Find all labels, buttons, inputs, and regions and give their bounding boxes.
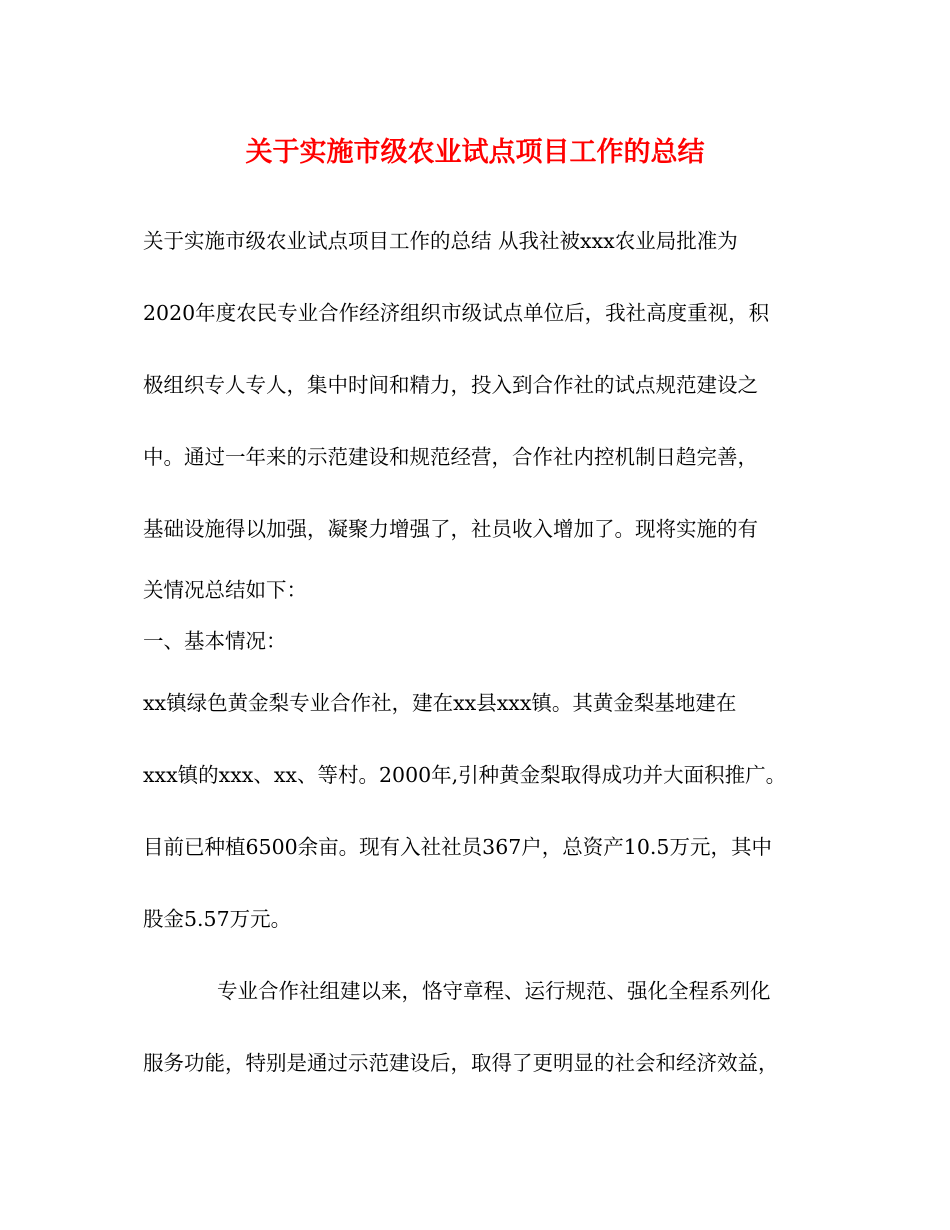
paragraph-line: 目前已种植6500余亩。现有入社社员367户，总资产10.5万元，其中 (143, 835, 772, 859)
paragraph-line: 2020年度农民专业合作经济组织市级试点单位后，我社高度重视，积 (143, 301, 770, 325)
paragraph-line: 服务功能，特别是通过示范建设后，取得了更明显的社会和经济效益， (143, 1051, 779, 1075)
paragraph-line: 专业合作社组建以来，恪守章程、运行规范、强化全程系列化 (217, 979, 771, 1003)
paragraph-line: 关于实施市级农业试点项目工作的总结 从我社被xxx农业局批准为 (143, 229, 738, 253)
paragraph-line: 中。通过一年来的示范建设和规范经营，合作社内控机制日趋完善， (143, 445, 758, 469)
paragraph-line: 基础设施得以加强，凝聚力增强了，社员收入增加了。现将实施的有 (143, 517, 758, 541)
paragraph-line: 关情况总结如下： (143, 578, 307, 602)
document-title: 关于实施市级农业试点项目工作的总结 (245, 137, 705, 168)
paragraph-line: xx镇绿色黄金梨专业合作社，建在xx县xxx镇。其黄金梨基地建在 (143, 691, 737, 715)
paragraph-line: 股金5.57万元。 (143, 907, 292, 931)
paragraph-line: xxx镇的xxx、xx、等村。2000年,引种黄金梨取得成功并大面积推广。 (143, 763, 787, 787)
section-heading: 一、基本情况： (143, 629, 287, 653)
document-body (143, 205, 823, 1099)
paragraph-line: 极组织专人专人，集中时间和精力，投入到合作社的试点规范建设之 (143, 373, 758, 397)
